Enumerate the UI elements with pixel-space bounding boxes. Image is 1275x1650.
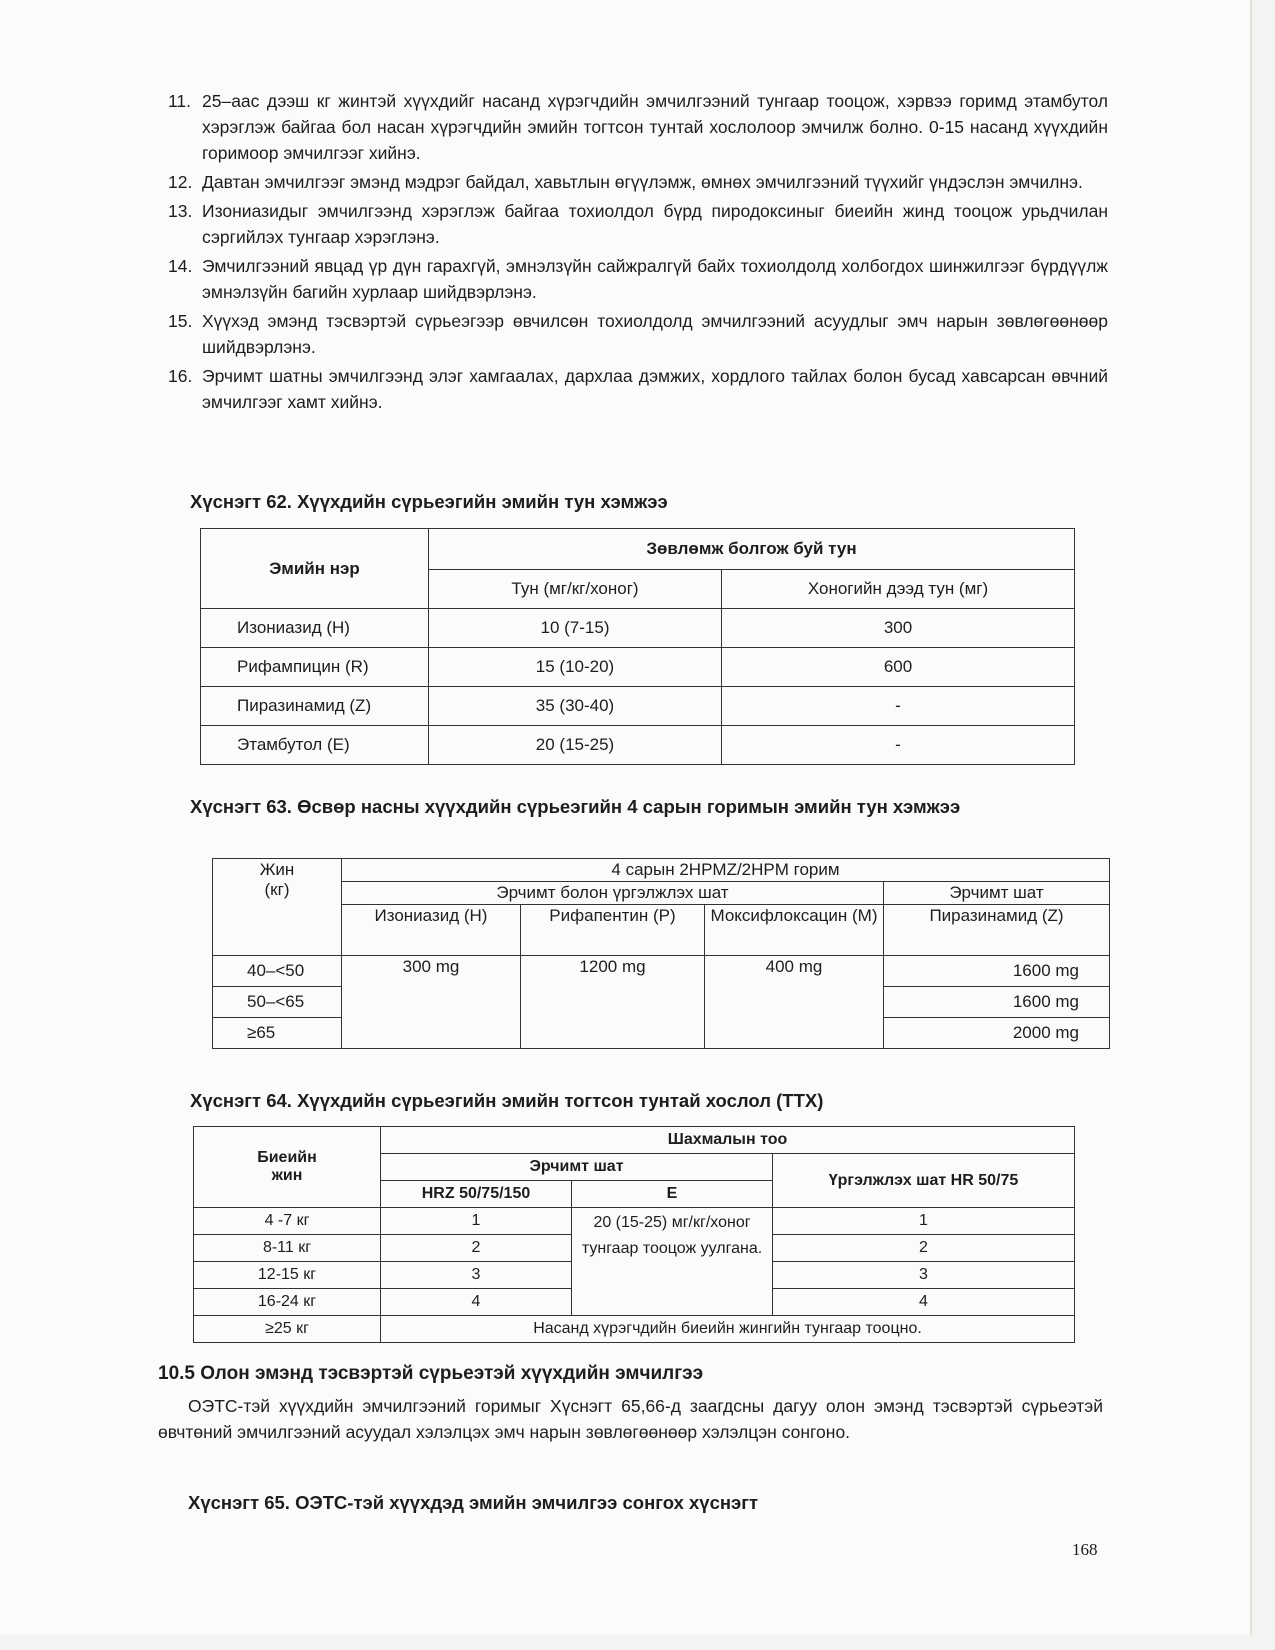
table-row: 12-15 кг 3 3 xyxy=(194,1262,1075,1289)
rifapentine-dose: 1200 mg xyxy=(521,956,705,1049)
table-row: Пиразинамид (Z) 35 (30-40) - xyxy=(201,687,1075,726)
header-moxifloxacin: Моксифлоксацин (M) xyxy=(705,905,884,956)
header-continuation-phase: Үргэлжлэх шат HR 50/75 xyxy=(773,1154,1075,1208)
header-phase-intensive: Эрчимт шат xyxy=(884,882,1110,905)
table-row: ≥65 2000 mg xyxy=(213,1018,1110,1049)
header-weight: Жин (кг) xyxy=(213,859,342,956)
section-title: 10.5 Олон эмэнд тэсвэртэй сүрьеэтэй хүүхдийн эмчилгээ xyxy=(158,1363,704,1384)
header-regimen: 4 сарын 2HPMZ/2HPM горим xyxy=(342,859,1110,882)
table-row: Изониазид (H) 10 (7-15) 300 xyxy=(201,609,1075,648)
table-row: 4 -7 кг 1 20 (15-25) мг/кг/хоног тунгаар тооцож уулгана. 1 xyxy=(194,1208,1075,1235)
adult-dose-note: Насанд хүрэгчдийн биеийн жингийн тунгаар тооцно. xyxy=(381,1316,1075,1343)
list-item: 11. 25–аас дээш кг жинтэй хүүхдийг насанд хүрэгчдийн эмчилгээний тунгаар тооцож, хэрвээ горимд этамбутол хэрэглэж байгаа бол насан хүрэгчдийн эмийн тогтсон тунтай хослолоор эмчилж болно. 0-15 насанд хүүхдийн горимоор эмчилгээг хийнэ. xyxy=(168,91,1108,163)
header-dose: Тун (мг/кг/хоног) xyxy=(429,570,722,609)
body-paragraph: ОЭТС-тэй хүүхдийн эмчилгээний горимыг Хүснэгт 65,66-д заагдсны дагуу олон эмэнд тэсвэртэй сүрьеэтэй өвчтөний эмчилгээний асуудал хэлэлцэх эмч нарын зөвлөгөөнөөр хэлэлцэн сонгоно. xyxy=(158,1396,1103,1442)
ethambutol-note: 20 (15-25) мг/кг/хоног тунгаар тооцож уулгана. xyxy=(572,1208,773,1316)
table-row: Этамбутол (E) 20 (15-25) - xyxy=(201,726,1075,765)
header-max-dose: Хоногийн дээд тун (мг) xyxy=(722,570,1075,609)
numbered-list xyxy=(168,88,1108,418)
table-62-caption: Хүснэгт 62. Хүүхдийн сүрьеэгийн эмийн тун хэмжээ xyxy=(190,491,668,512)
header-recommended-dose: Зөвлөмж болгож буй тун xyxy=(429,529,1075,570)
table-62-pediatric-doses xyxy=(200,528,1075,765)
moxifloxacin-dose: 400 mg xyxy=(705,956,884,1049)
table-row: ≥25 кг Насанд хүрэгчдийн биеийн жингийн тунгаар тооцно. xyxy=(194,1316,1075,1343)
list-item: 16. Эрчимт шатны эмчилгээнд элэг хамгаалах, дархлаа дэмжих, хордлого тайлах болон бусад хавсарсан өвчний эмчилгээг хамт хийнэ. xyxy=(168,366,1108,412)
table-row: 8-11 кг 2 2 xyxy=(194,1235,1075,1262)
header-body-weight: Биеийн жин xyxy=(194,1127,381,1208)
table-63-caption: Хүснэгт 63. Өсвөр насны хүүхдийн сүрьеэгийн 4 сарын горимын эмийн тун хэмжээ xyxy=(190,796,961,817)
header-intensive-phase: Эрчимт шат xyxy=(381,1154,773,1181)
table-row: 50–<65 1600 mg xyxy=(213,987,1110,1018)
header-tablet-count: Шахмалын тоо xyxy=(381,1127,1075,1154)
table-64-caption: Хүснэгт 64. Хүүхдийн сүрьеэгийн эмийн тогтсон тунтай хослол (ТТХ) xyxy=(190,1090,824,1111)
list-item: 12. Давтан эмчилгээг эмэнд мэдрэг байдал, хавьтлын өгүүлэмж, өмнөх эмчилгээний түүхийг үндэслэн эмчилнэ. xyxy=(168,172,1083,192)
list-item: 15. Хүүхэд эмэнд тэсвэртэй сүрьеэгээр өвчилсөн тохиолдолд эмчилгээний асуудлыг эмч нарын зөвлөгөөнөөр шийдвэрлэнэ. xyxy=(168,311,1108,357)
table-63-adolescent-regimen xyxy=(212,858,1110,1049)
table-row: Рифампицин (R) 15 (10-20) 600 xyxy=(201,648,1075,687)
header-pyrazinamide: Пиразинамид (Z) xyxy=(884,905,1110,956)
header-hrz: HRZ 50/75/150 xyxy=(381,1181,572,1208)
list-item: 14. Эмчилгээний явцад үр дүн гарахгүй, эмнэлзүйн сайжралгүй байх тохиолдолд холбогдох шинжилгээг бүрдүүлж эмнэлзүйн багийн хурлаар шийдвэрлэнэ. xyxy=(168,256,1108,302)
header-isoniazid: Изониазид (H) xyxy=(342,905,521,956)
header-phase-both: Эрчимт болон үргэлжлэх шат xyxy=(342,882,884,905)
list-item: 13. Изониазидыг эмчилгээнд хэрэглэж байгаа тохиолдол бүрд пиродоксиныг биеийн жинд тооцож урьдчилан сэргийлэх тунгаар хэрэглэнэ. xyxy=(168,201,1108,247)
header-drug-name: Эмийн нэр xyxy=(201,529,429,609)
header-e: E xyxy=(572,1181,773,1208)
header-rifapentine: Рифапентин (P) xyxy=(521,905,705,956)
table-row: 40–<50 300 mg 1200 mg 400 mg 1600 mg xyxy=(213,956,1110,987)
table-65-caption: Хүснэгт 65. ОЭТС-тэй хүүхдэд эмийн эмчилгээ сонгох хүснэгт xyxy=(188,1492,759,1513)
table-64-fixed-dose-combination xyxy=(193,1126,1075,1343)
isoniazid-dose: 300 mg xyxy=(342,956,521,1049)
table-row: 16-24 кг 4 4 xyxy=(194,1289,1075,1316)
page-number: 168 xyxy=(1072,1540,1098,1559)
